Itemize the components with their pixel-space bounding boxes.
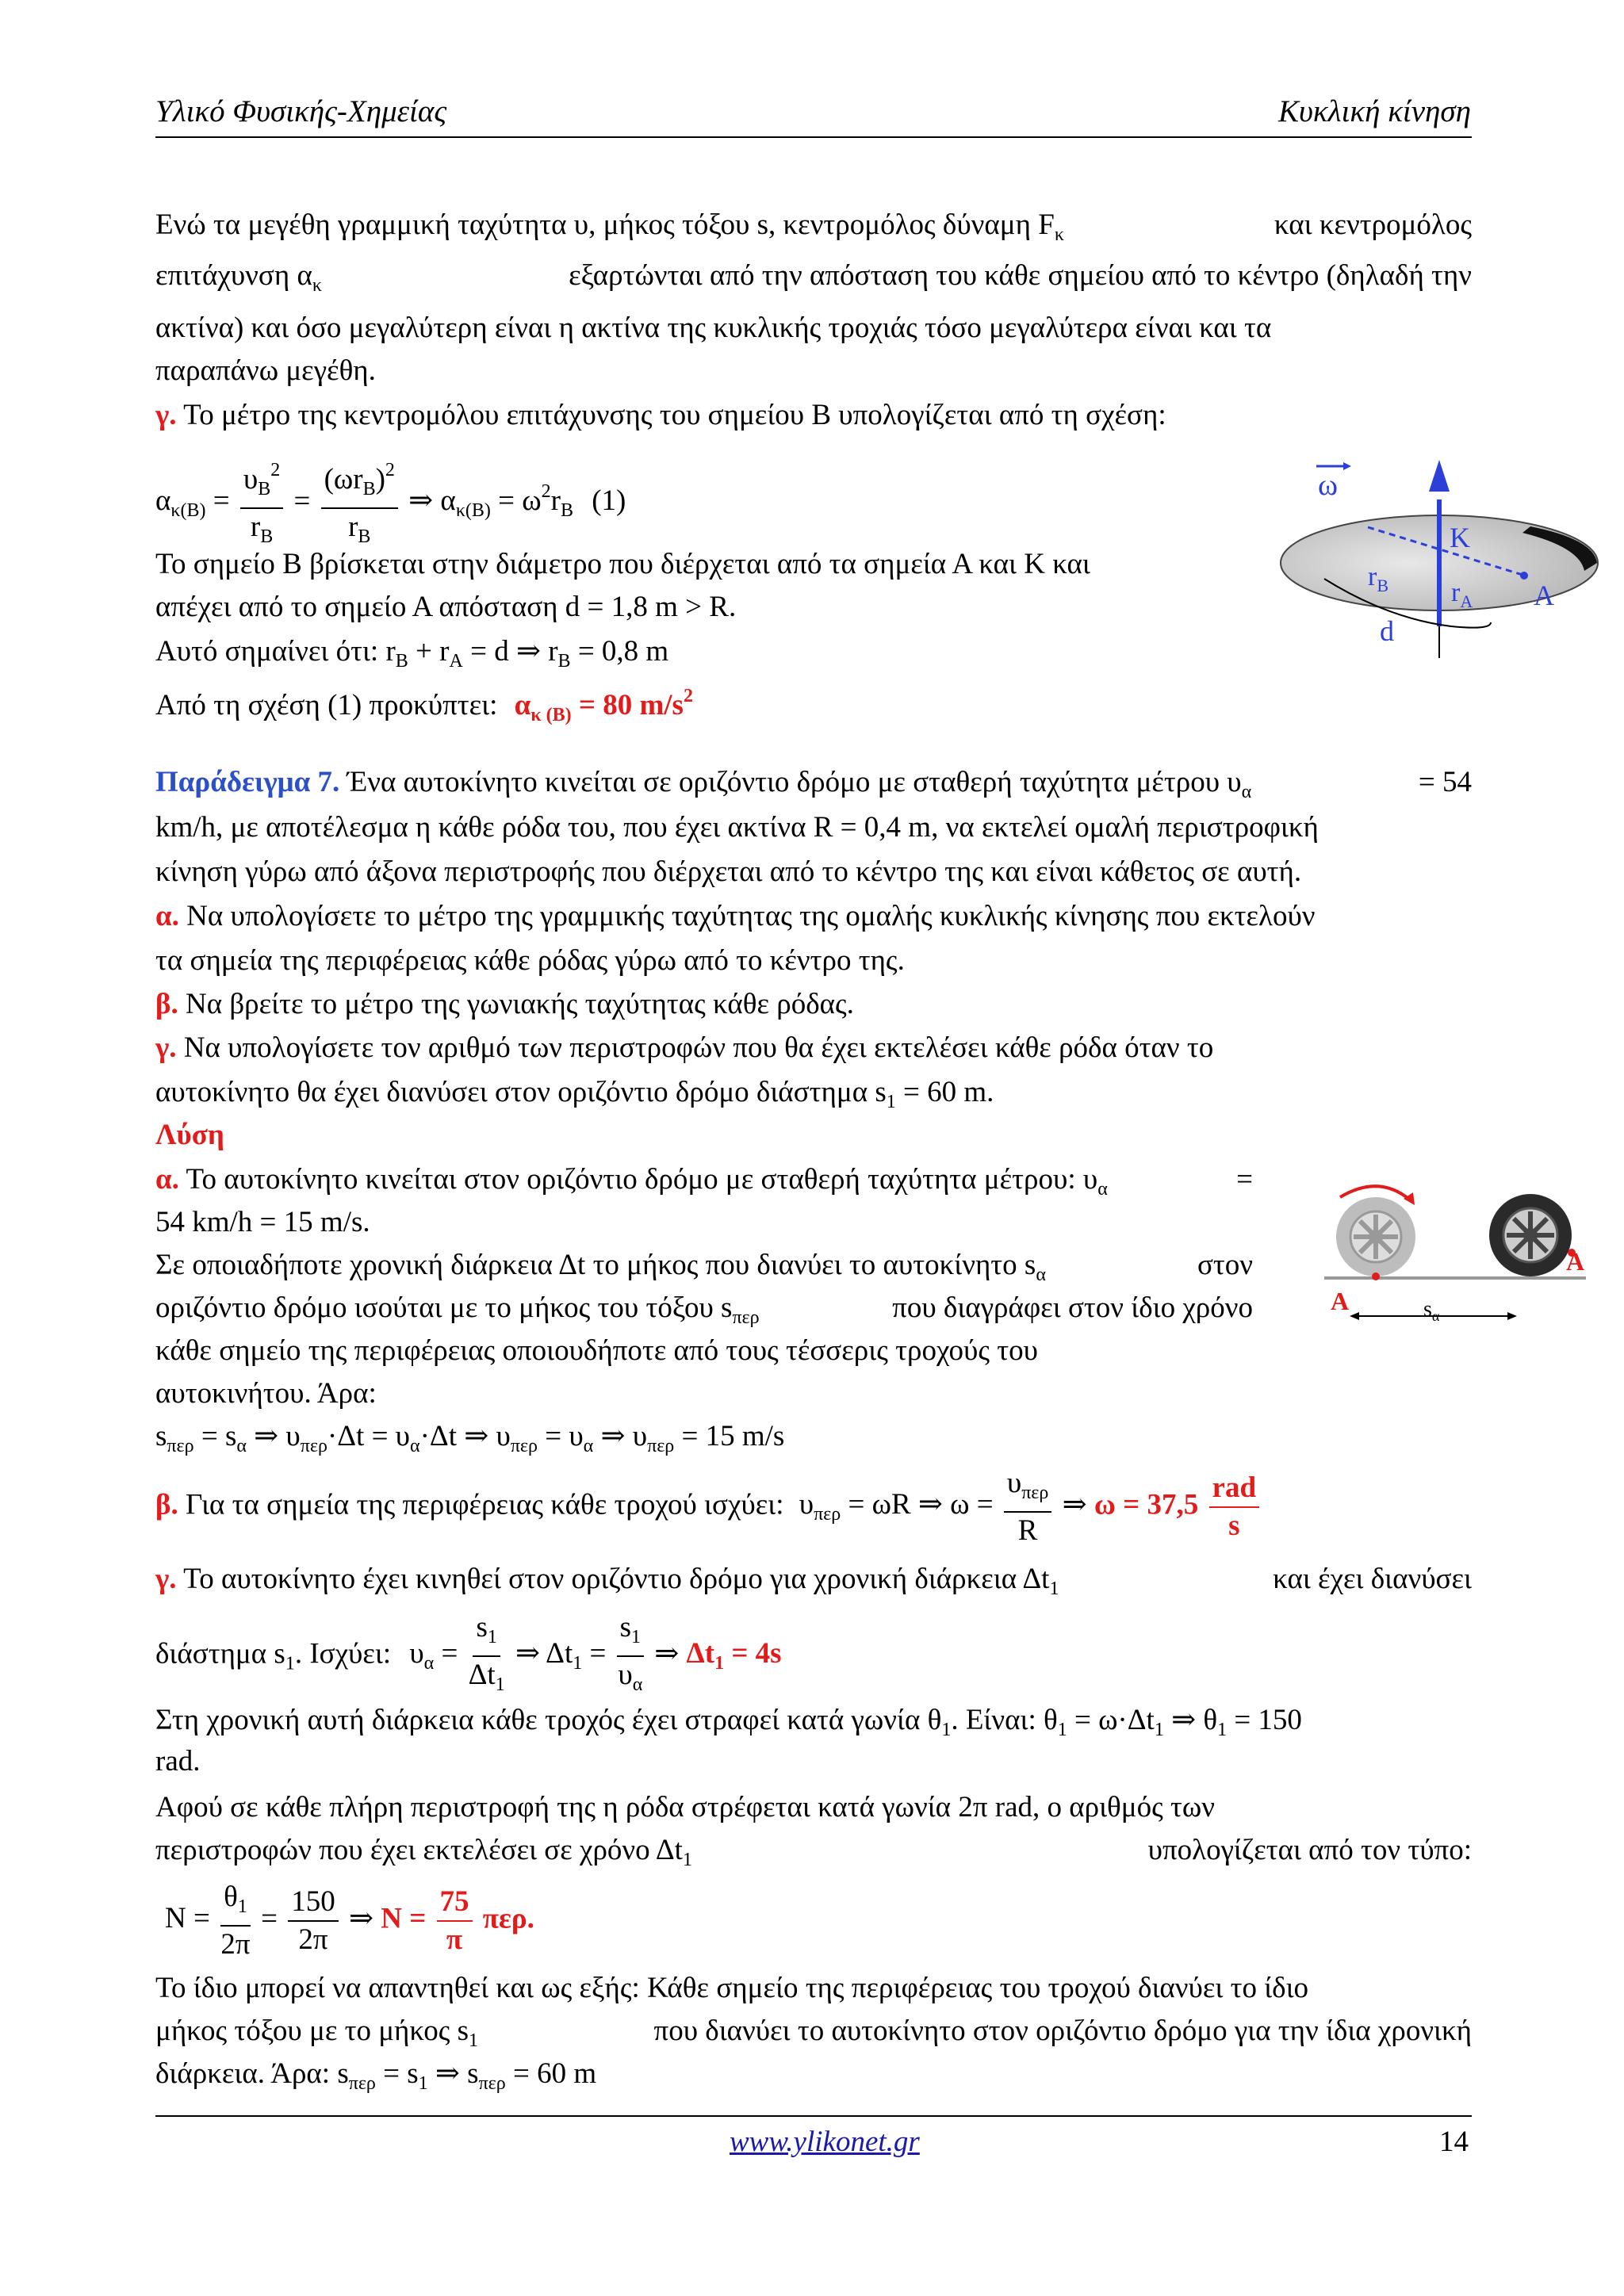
- p1-line-4: παραπάνω μεγέθη.: [155, 354, 376, 387]
- ex7-line-3: κίνηση γύρω από άξονα περιστροφής που διέρχεται από το κέντρο της και είναι κάθετος σε αυτή.: [155, 855, 1302, 888]
- gamma-text-3: Αυτό σημαίνει ότι: $r_B + r_A = d$ ⇒ $r_B = 0,8$ m: [155, 635, 669, 672]
- d-label: d: [1380, 615, 1394, 647]
- k-label: K: [1450, 522, 1470, 553]
- ex7-line-2: km/h, με αποτέλεσμα η κάθε ρόδα του, που έχει ακτίνα R = 0,4 m, να εκτελεί ομαλή περιστροφική: [155, 811, 1319, 844]
- ex7-c-1: γ. Να υπολογίσετε τον αριθμό των περιστροφών που θα έχει εκτελέσει κάθε ρόδα όταν το: [155, 1031, 1214, 1064]
- wheel-left: [1336, 1197, 1415, 1276]
- sol-c-4: rad.: [155, 1745, 201, 1777]
- ex7-line-1: Παράδειγμα 7. Ένα αυτοκίνητο κινείται σε οριζόντιο δρόμο με σταθερή ταχύτητα μέτρου $\upsilon_\alpha$ = 54: [155, 766, 1472, 802]
- header-rule: [155, 136, 1472, 138]
- sol-c-7: Το ίδιο μπορεί να απαντηθεί και ως εξής: Κάθε σημείο της περιφέρειας του τροχού διανύει το ίδιο: [155, 1972, 1309, 2004]
- omega-label: ω: [1318, 469, 1339, 502]
- gamma-text-4: Από τη σχέση (1) προκύπτει: $\alpha_{\kappa (B)} = 80$ $m/s^2$: [155, 686, 693, 725]
- s-label: $s_\alpha$: [1423, 1297, 1440, 1324]
- sol-c-3: Στη χρονική αυτή διάρκεια κάθε τροχός έχει στραφεί κατά γωνία $\theta_1$. Είναι: $\theta_1 = \omega\cdot\Delta t_1$ ⇒ $\theta_1 = 150$: [155, 1704, 1302, 1740]
- axis-arrowhead: [1429, 460, 1450, 492]
- sol-c-2: διάστημα $s_1$. Ισχύει: $\upsilon_\alpha$ = $\frac{s_1}{\Delta t_1}$ ⇒ $\Delta t_1$ = $\frac{s_1}{\upsilon_\alpha}$ ⇒ $\Delta t_1 = 4s$: [155, 1611, 782, 1695]
- formula-1: $\alpha_{\kappa(B)}$ = $\frac{\upsilon_B^2}{r_B}$ = $\frac{(\omega r_B)^2}{r_B}$ ⇒ $\alpha_{\kappa(B)} = \omega^2r_B$ (1): [155, 452, 626, 555]
- gamma-line: γ. Το μέτρο της κεντρομόλου επιτάχυνσης του σημείου Β υπολογίζεται από τη σχέση:: [155, 399, 1166, 431]
- sol-a-7: $s_{\pi\varepsilon\rho} = s_\alpha$ ⇒ $\upsilon_{\pi\varepsilon\rho}\cdot\Delta t = \upsilon_\alpha\cdot\Delta t$ ⇒ $\upsilon_{\pi\varepsilon\rho} = \upsilon_\alpha$ ⇒ $\upsilon_{\pi\varepsilon\rho} = 15$ m/s: [155, 1420, 785, 1456]
- sol-a-3: Σε οποιαδήποτε χρονική διάρκεια Δt το μήκος που διανύει το αυτοκίνητο $s_\alpha$ στον: [155, 1249, 1253, 1285]
- a-left-label: A: [1331, 1287, 1350, 1315]
- sol-b: β. Για τα σημεία της περιφέρειας κάθε τροχού ισχύει: $\upsilon_{\pi\varepsilon\rho} = \omega R$ ⇒ ω = $\frac{\upsilon_{\pi\varepsilon\rho}}{R}$ ⇒ ω = 37,5 $\frac{\text{rad}}{s}$: [155, 1465, 1262, 1549]
- ex7-a-1: α. Να υπολογίσετε το μέτρο της γραμμικής ταχύτητας της ομαλής κυκλικής κίνησης που εκτελούν: [155, 900, 1316, 932]
- sol-a-6: αυτοκινήτου. Άρα:: [155, 1377, 377, 1410]
- footer-rule: [155, 2115, 1472, 2117]
- p1-line-2: επιτάχυνση $\alpha_\kappa$ εξαρτώνται από την απόσταση του κάθε σημείου από το κέντρο (δηλαδή την: [155, 259, 1472, 296]
- footer-link[interactable]: www.ylikonet.gr: [730, 2126, 920, 2158]
- disk-figure: [1269, 444, 1602, 666]
- sol-c-8: μήκος τόξου με το μήκος $s_1$ που διανύει το αυτοκίνητο στον οριζόντιο δρόμο για την ίδια χρονική: [155, 2015, 1472, 2051]
- header-right: Κυκλική κίνηση: [1278, 94, 1471, 128]
- page-number: 14: [1439, 2126, 1469, 2158]
- ex7-c-2: αυτοκίνητο θα έχει διανύσει στον οριζόντιο δρόμο διάστημα $s_1 = 60$ m.: [155, 1076, 994, 1112]
- gamma-text-1: Το σημείο Β βρίσκεται στην διάμετρο που διέρχεται από τα σημεία Α και Κ και: [155, 548, 1090, 580]
- sol-a-2: 54 km/h = 15 m/s.: [155, 1206, 370, 1238]
- ra-label: $r_A$: [1451, 578, 1473, 611]
- solution-title: Λύση: [155, 1119, 224, 1151]
- rb-label: $r_B$: [1368, 562, 1389, 595]
- p1-line-1: Ενώ τα μεγέθη γραμμική ταχύτητα υ, μήκος τόξου s, κεντρομόλος δύναμη $F_\kappa$ και κεντρομόλος: [155, 209, 1472, 245]
- p1-line-3: ακτίνα) και όσο μεγαλύτερη είναι η ακτίνα της κυκλικής τροχιάς τόσο μεγαλύτερα είναι και τα: [155, 312, 1272, 344]
- gamma-text-2: απέχει από το σημείο Α απόσταση d = 1,8 m > R.: [155, 591, 737, 623]
- sol-n-formula: N = $\frac{\theta_1}{2\pi}$ = $\frac{150}{2\pi}$ ⇒ N = $\frac{75}{\pi}$ περ.: [165, 1881, 534, 1961]
- ex7-a-2: τα σημεία της περιφέρειας κάθε ρόδας γύρω από το κέντρο της.: [155, 944, 905, 977]
- header-left: Υλικό Φυσικής-Χημείας: [155, 94, 447, 128]
- sol-c-6: περιστροφών που έχει εκτελέσει σε χρόνο $\Delta t_1$ υπολογίζεται από τον τύπο:: [155, 1834, 1472, 1870]
- ex7-b-1: β. Να βρείτε το μέτρο της γωνιακής ταχύτητας κάθε ρόδας.: [155, 988, 854, 1020]
- point-a: [1520, 572, 1528, 580]
- wheel-right: [1489, 1194, 1572, 1276]
- wheels-figure: [1293, 1158, 1594, 1340]
- a-right-label: A: [1566, 1247, 1585, 1276]
- sol-a-5: κάθε σημείο της περιφέρειας οποιουδήποτε από τους τέσσερις τροχούς του: [155, 1334, 1038, 1367]
- sol-c-5: Αφού σε κάθε πλήρη περιστροφή της η ρόδα στρέφεται κατά γωνία 2π rad, ο αριθμός των: [155, 1791, 1215, 1823]
- a-label: A: [1534, 580, 1554, 611]
- sol-c-9: διάρκεια. Άρα: $s_{\pi\varepsilon\rho} = s_1$ ⇒ $s_{\pi\varepsilon\rho} = 60$ m: [155, 2057, 597, 2094]
- sol-a-4: οριζόντιο δρόμο ισούται με το μήκος του τόξου $s_{\pi\varepsilon\rho}$ που διαγράφει στον ίδιο χρόνο: [155, 1292, 1253, 1328]
- sol-a-1: α. Το αυτοκίνητο κινείται στον οριζόντιο δρόμο με σταθερή ταχύτητα μέτρου: $\upsilon_\alpha$ =: [155, 1163, 1253, 1200]
- sol-c-1: γ. Το αυτοκίνητο έχει κινηθεί στον οριζόντιο δρόμο για χρονική διάρκεια $\Delta t_1$ και έχει διανύσει: [155, 1563, 1472, 1599]
